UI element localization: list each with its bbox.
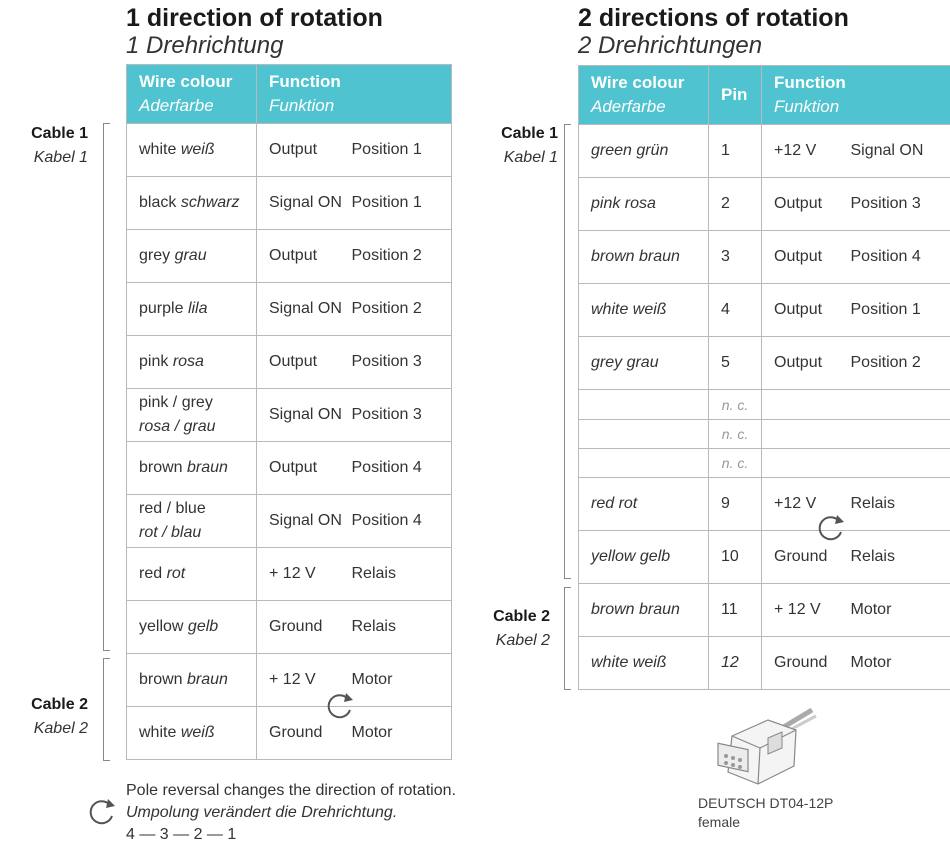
table-row: brown braun 3 Output Position 4 [579, 231, 950, 284]
rotate-arrow-icon [88, 796, 118, 826]
left-cable2-bracket [103, 658, 110, 761]
left-cable2-label: Cable 2 Kabel 2 [31, 696, 88, 737]
rotate-arrow-icon [817, 512, 847, 542]
table-row: pink rosa Output Position 3 [127, 336, 452, 389]
table-row: yellow gelb 10 Ground Relais [579, 531, 950, 584]
table-row: red rot + 12 V Relais [127, 548, 452, 601]
table-row: n. c. [579, 420, 950, 449]
table-row: white weiß 12 Ground Motor [579, 637, 950, 690]
right-wiring-table [578, 65, 950, 690]
function-header: Function Funktion [257, 65, 352, 124]
table-row: purple lila Signal ON Position 2 [127, 283, 452, 336]
note-en: Pole reversal changes the direction of rotation. [126, 782, 456, 799]
table-row: grey grau Output Position 2 [127, 230, 452, 283]
table-row: brown braun Output Position 4 [127, 442, 452, 495]
function-header-spacer [851, 66, 950, 125]
pin-header: Pin [709, 66, 762, 125]
note-de: Umpolung verändert die Drehrichtung. [126, 804, 398, 821]
table-row: red rot 9 +12 V Relais [579, 478, 950, 531]
table-row: white weiß 4 Output Position 1 [579, 284, 950, 337]
function-header-spacer [352, 65, 452, 124]
table-row: green grün 1 +12 V Signal ON [579, 125, 950, 178]
table-row: pink / grey rosa / grau Signal ON Position 3 [127, 389, 452, 442]
rotate-arrow-icon [326, 690, 356, 720]
connector-plug-icon [712, 708, 817, 790]
right-cable2-label: Cable 2 Kabel 2 [493, 608, 550, 649]
wire-colour-header: Wire colour Aderfarbe [579, 66, 709, 125]
table-row: red / blue rot / blau Signal ON Position 4 [127, 495, 452, 548]
table-row: n. c. [579, 449, 950, 478]
table-row: n. c. [579, 390, 950, 420]
left-wiring-table [126, 64, 452, 760]
pole-reversal-note [126, 780, 456, 846]
right-subtitle: 2 Drehrichtungen [578, 32, 763, 59]
table-row: pink rosa 2 Output Position 3 [579, 178, 950, 231]
function-header: Function Funktion [762, 66, 851, 125]
table-row: black schwarz Signal ON Position 1 [127, 177, 452, 230]
right-title: 2 directions of rotation [578, 4, 849, 32]
left-cable1-label: Cable 1 Kabel 1 [31, 125, 88, 166]
right-cable1-bracket [564, 124, 571, 579]
right-cable2-bracket [564, 587, 571, 690]
connector-caption: DEUTSCH DT04-12P female [698, 795, 834, 830]
right-cable1-label: Cable 1 Kabel 1 [501, 125, 558, 166]
wire-colour-header: Wire colour Aderfarbe [127, 65, 257, 124]
table-row: brown braun + 12 V Motor [127, 654, 452, 707]
table-row: yellow gelb Ground Relais [127, 601, 452, 654]
table-row: white weiß Output Position 1 [127, 124, 452, 177]
note-sequence: 4 — 3 — 2 — 1 [126, 826, 237, 843]
left-title: 1 direction of rotation [126, 4, 383, 32]
left-cable1-bracket [103, 123, 110, 651]
table-row: brown braun 11 + 12 V Motor [579, 584, 950, 637]
table-row: grey grau 5 Output Position 2 [579, 337, 950, 390]
table-row: white weiß Ground Motor [127, 707, 452, 760]
left-subtitle: 1 Drehrichtung [126, 32, 284, 59]
